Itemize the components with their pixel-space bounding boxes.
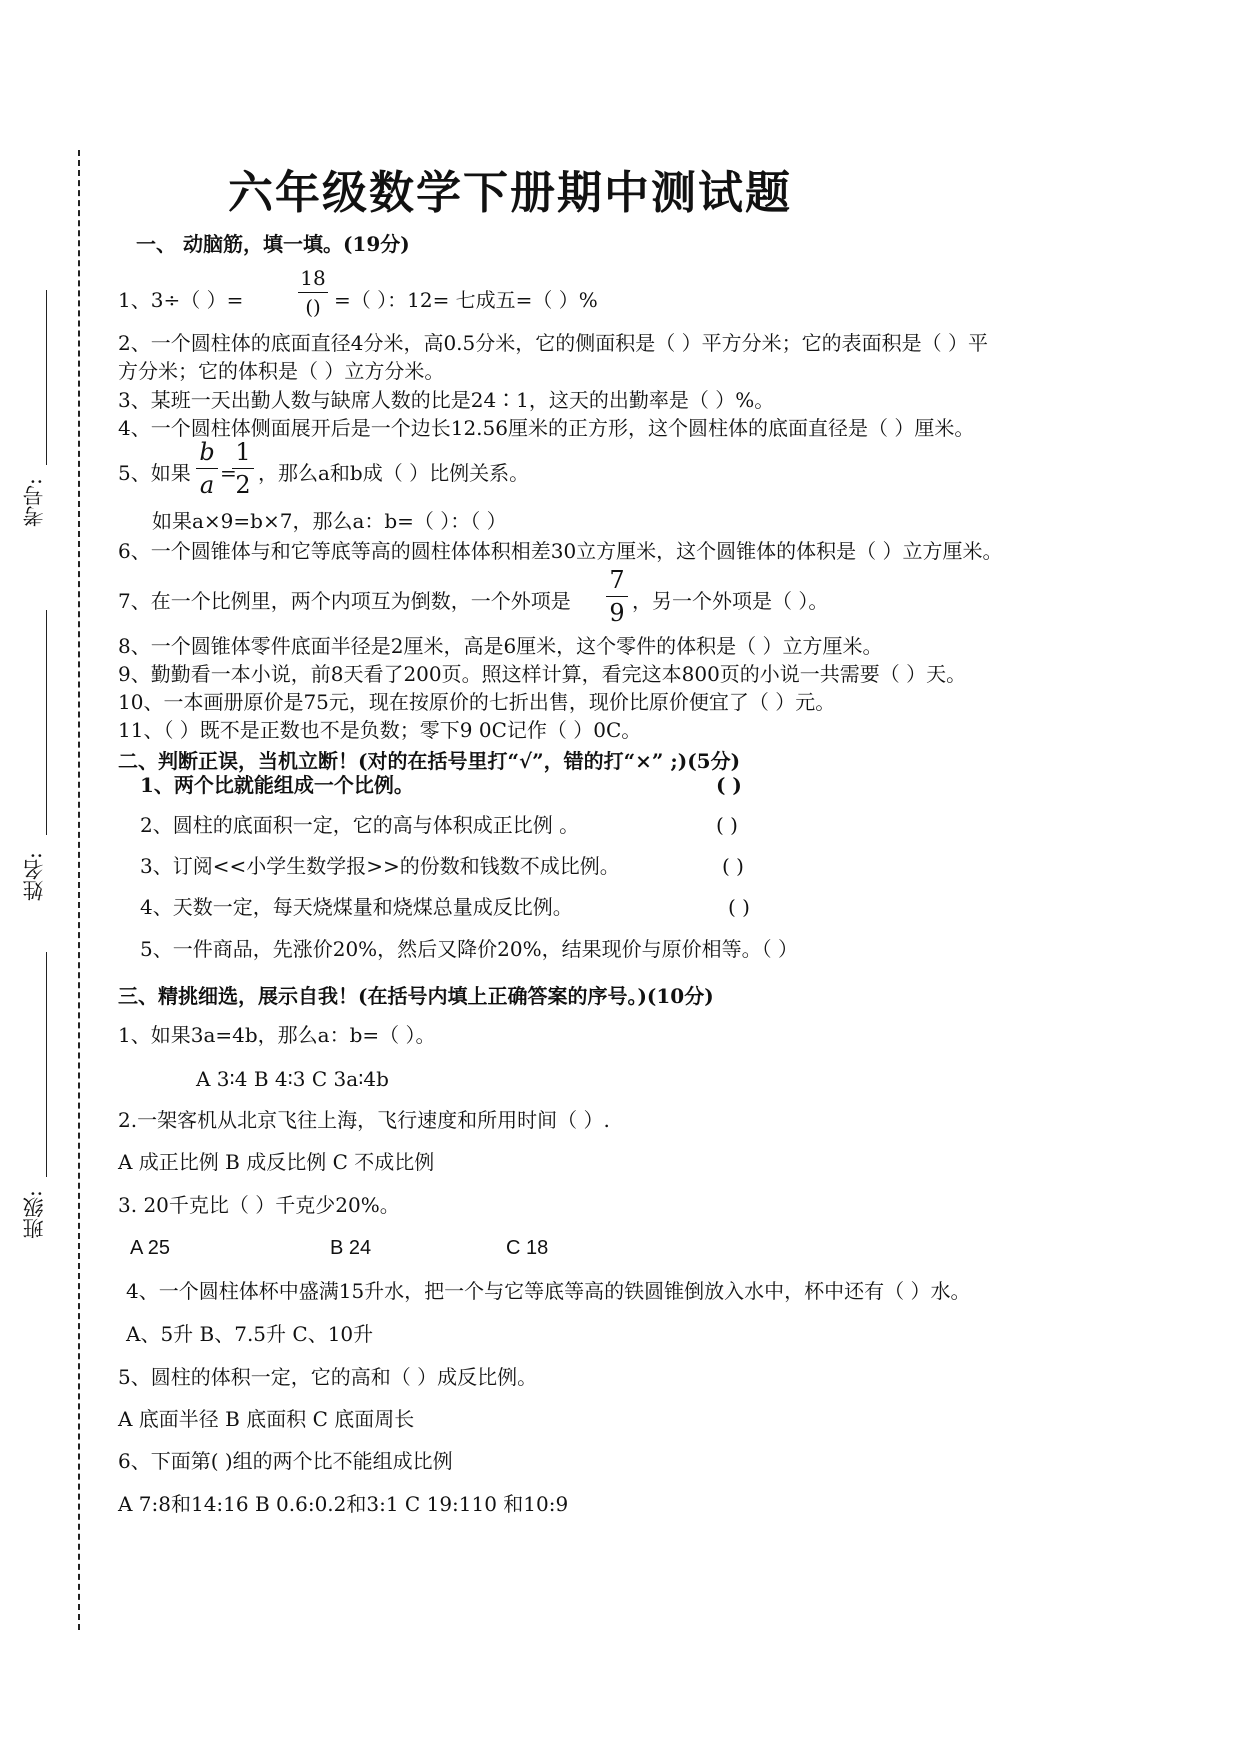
s1-q7-after: ，另一个外项是（ ）。 [632,589,829,613]
s1-q2-line1: 2、一个圆柱体的底面直径4分米，高0.5分米，它的侧面积是（ ）平方分米；它的表面积是（ ）平 [118,331,988,355]
s1-q5-f1-num: b [199,438,215,466]
name-line [46,610,47,835]
s2-item-4: 4、天数一定，每天烧煤量和烧煤总量成反比例。 [140,895,573,919]
name-label: 姓名: [22,852,46,902]
s1-q6: 6、一个圆锥体与和它等底等高的圆柱体体积相差30立方厘米，这个圆锥体的体积是（ ）立方厘米。 [118,539,1003,563]
s3-q5: 5、圆柱的体积一定，它的高和（ ）成反比例。 [118,1365,538,1389]
class-line [46,952,47,1177]
exam-no-label: 考号: [22,478,46,528]
s3-q4-options: A、5升 B、7.5升 C、10升 [126,1322,374,1346]
s3-q3-option-a: A 25 [130,1237,171,1259]
s1-q7-before: 7、在一个比例里，两个内项互为倒数，一个外项是 [118,589,571,613]
s1-q1-frac-den: () [305,295,321,319]
s1-q11: 11、（ ）既不是正数也不是负数；零下9 0C记作（ ）0C。 [118,718,642,742]
s3-q5-options: A 底面半径 B 底面积 C 底面周长 [118,1407,415,1431]
s1-q7-frac-den: 9 [609,599,625,627]
s3-q2-options: A 成正比例 B 成反比例 C 不成比例 [118,1150,435,1174]
section-1-header: 一、 动脑筋，填一填。(19分) [136,232,410,256]
s3-q3-option-b: B 24 [330,1237,372,1259]
fraction-bar [232,468,254,469]
s1-q7-fraction [606,566,628,627]
binding-dashed-line [78,150,80,1630]
s1-q5-f2-den: 2 [235,471,251,499]
s1-q1-fraction [298,266,328,319]
section-2-header: 二、判断正误，当机立断！(对的在括号里打“√”，错的打“×” ;)(5分) [118,749,741,773]
s2-item-3: 3、订阅<<小学生数学报>>的份数和钱数不成比例。 [140,854,620,878]
exam-no-line [46,290,47,465]
s1-q5-fraction-b-over-a [196,438,218,499]
s1-q8: 8、一个圆锥体零件底面半径是2厘米，高是6厘米，这个零件的体积是（ ）立方厘米。 [118,634,883,658]
page-title: 六年级数学下册期中测试题 [228,166,793,219]
s3-q1-options: A 3∶4 B 4∶3 C 3a∶4b [196,1067,389,1091]
s2-item-5: 5、一件商品，先涨价20%，然后又降价20%，结果现价与原价相等。（ ） [140,937,798,961]
s3-q4: 4、一个圆柱体杯中盛满15升水，把一个与它等底等高的铁圆锥倒放入水中，杯中还有（ ）水。 [126,1279,971,1303]
s3-q3-option-c: C 18 [506,1237,549,1259]
s1-q10: 10、一本画册原价是75元，现在按原价的七折出售，现价比原价便宜了（ ）元。 [118,690,836,714]
s1-q5-f1-den: a [199,471,215,499]
s1-q5-fraction-one-half [232,438,254,499]
s1-q3: 3、某班一天出勤人数与缺席人数的比是24∶1，这天的出勤率是（ ）%。 [118,388,775,412]
fraction-bar [298,292,328,293]
s1-q5-line2: 如果a×9=b×7，那么a：b=（ ）：（ ） [152,509,507,533]
fraction-bar [606,596,628,597]
s1-q5-equals: = [220,461,237,485]
s2-item-4-bracket: ( ) [728,895,750,919]
s1-q1-frac-num: 18 [300,266,326,290]
s1-q5-before: 5、如果 [118,461,191,485]
s2-item-3-bracket: ( ) [722,854,744,878]
s1-q7-frac-num: 7 [609,566,625,594]
s1-q2-line2: 方分米；它的体积是（ ）立方分米。 [118,359,445,383]
s3-q2: 2.一架客机从北京飞往上海，飞行速度和所用时间（ ）. [118,1108,610,1132]
s1-q5-after: ，那么a和b成（ ）比例关系。 [258,461,530,485]
s3-q6-options: A 7:8和14:16 B 0.6:0.2和3:1 C 19:110 和10:9 [118,1492,569,1516]
s3-q1: 1、如果3a=4b，那么a：b=（ ）。 [118,1023,436,1047]
s1-q1-after: =（ ）：12= 七成五=（ ）% [334,288,598,312]
s1-q9: 9、勤勤看一本小说，前8天看了200页。照这样计算，看完这本800页的小说一共需要（ ）天。 [118,662,967,686]
fraction-bar [196,468,218,469]
s1-q1-before: 1、3÷（ ）= [118,288,244,312]
s3-q6: 6、下面第( )组的两个比不能组成比例 [118,1449,453,1473]
s2-item-1: 1、两个比就能组成一个比例。 [140,773,414,797]
s3-q3: 3. 20千克比（ ）千克少20%。 [118,1193,400,1217]
s2-item-2: 2、圆柱的底面积一定，它的高与体积成正比例 。 [140,813,580,837]
s2-item-1-bracket: ( ) [716,773,742,797]
s1-q5-f2-num: 1 [235,438,251,466]
section-3-header: 三、精挑细选，展示自我！(在括号内填上正确答案的序号。)(10分) [118,984,714,1008]
s1-q4: 4、一个圆柱体侧面展开后是一个边长12.56厘米的正方形，这个圆柱体的底面直径是（ ）厘米。 [118,416,975,440]
s2-item-2-bracket: ( ) [716,813,738,837]
class-label: 班级: [22,1190,46,1240]
